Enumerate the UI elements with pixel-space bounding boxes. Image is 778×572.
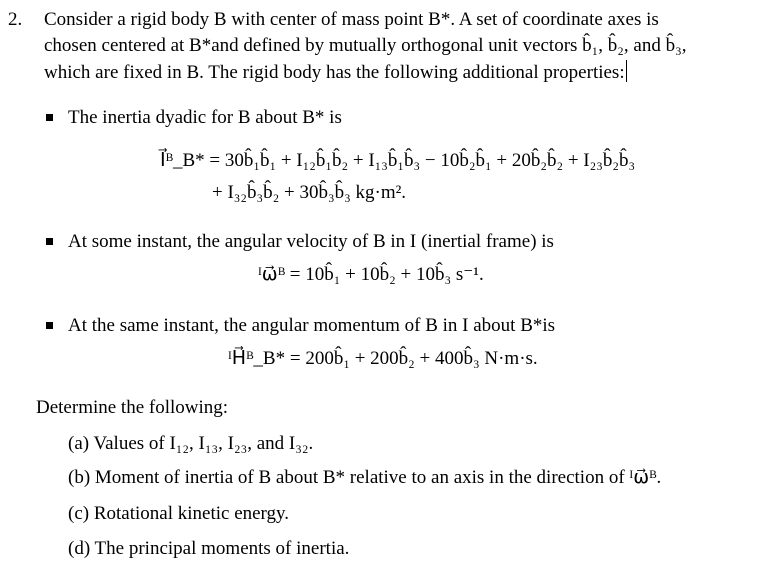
angular-momentum-equation: ᴵH⃗ᴮ_B* = 200b̂₁ + 200b̂₂ + 400b̂₃ N·m·s. [228, 348, 538, 369]
text-cursor [626, 60, 627, 82]
bullet-icon [46, 114, 53, 121]
property-3-text: At the same instant, the angular momentum of B in I about B*is [68, 315, 556, 336]
question-c: (c) Rotational kinetic energy. [68, 503, 290, 524]
bullet-icon [46, 322, 53, 329]
property-2-text: At some instant, the angular velocity of B in I (inertial frame) is [68, 231, 554, 252]
property-1-text: The inertia dyadic for B about B* is [68, 107, 342, 128]
determine-heading: Determine the following: [36, 397, 229, 418]
angular-velocity-equation: ᴵω⃗ᴮ = 10b̂₁ + 10b̂₂ + 10b̂₃ s⁻¹. [258, 264, 484, 285]
question-a: (a) Values of I₁₂, I₁₃, I₂₃, and I₃₂. [68, 433, 314, 454]
question-d: (d) The principal moments of inertia. [68, 538, 350, 559]
inertia-dyadic-equation-line-1: I⃗ᴮ_B* = 30b̂₁b̂₁ + I₁₂b̂₁b̂₂ + I₁₃b̂₁b̂₃ − 10b̂₂b̂₁ + 20b̂₂b̂₂ + I₂₃b̂₂b̂₃ [160, 150, 636, 171]
intro-line-1: Consider a rigid body B with center of mass point B*. A set of coordinate axes is [44, 9, 659, 30]
problem-number: 2. [8, 9, 23, 30]
intro-line-3-text: which are fixed in B. The rigid body has the following additional properties: [44, 62, 625, 83]
inertia-dyadic-equation-line-2: + I₃₂b̂₃b̂₂ + 30b̂₃b̂₃ kg·m². [212, 182, 407, 203]
question-b: (b) Moment of inertia of B about B* relative to an axis in the direction of ᴵω⃗ᴮ. [68, 467, 662, 488]
intro-line-3 [44, 60, 627, 85]
intro-line-2: chosen centered at B*and defined by mutually orthogonal unit vectors b̂₁, b̂₂, and b̂₃, [44, 35, 687, 56]
bullet-icon [46, 238, 53, 245]
